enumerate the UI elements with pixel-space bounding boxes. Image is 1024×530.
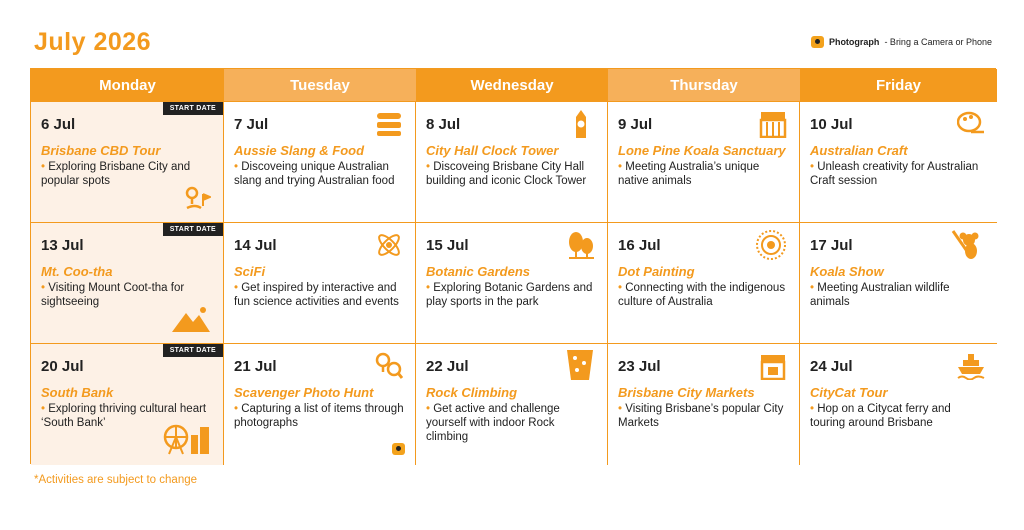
ferris-wheel-icon: [161, 421, 211, 455]
cell-description: • Meeting Australian wildlife animals: [810, 281, 987, 309]
calendar-cell: [800, 222, 997, 343]
calendar-cell: [224, 343, 416, 465]
day-header-monday: Monday: [31, 69, 224, 101]
cell-date: 22 Jul: [426, 358, 469, 375]
paint-palette-icon: [957, 110, 985, 138]
start-date-badge: START DATE: [163, 223, 223, 236]
cell-date: 8 Jul: [426, 116, 461, 133]
cell-activity: Lone Pine Koala Sanctuary: [618, 143, 786, 158]
cell-date: 23 Jul: [618, 358, 661, 375]
cell-date: 15 Jul: [426, 237, 469, 254]
cell-date: 13 Jul: [41, 237, 84, 254]
cell-description: • Connecting with the indigenous culture of Australia: [618, 281, 789, 309]
cell-activity: Australian Craft: [810, 143, 908, 158]
calendar-cell: [416, 101, 608, 222]
calendar-cell: [608, 101, 800, 222]
calendar-cell: [800, 101, 997, 222]
koala-icon: [951, 229, 985, 263]
cell-description: • Visiting Brisbane’s popular City Markets: [618, 402, 789, 430]
legend: [811, 36, 992, 48]
cell-description: • Exploring Botanic Gardens and play sports in the park: [426, 281, 597, 309]
cell-activity: Dot Painting: [618, 264, 695, 279]
legend-text: - Bring a Camera or Phone: [884, 37, 992, 47]
cell-activity: Rock Climbing: [426, 385, 518, 400]
clock-tower-icon: [567, 110, 595, 138]
cell-description: • Visiting Mount Coot-tha for sightseeing: [41, 281, 213, 309]
cell-date: 9 Jul: [618, 116, 653, 133]
cell-description: • Get active and challenge yourself with indoor Rock climbing: [426, 402, 597, 444]
cell-date: 21 Jul: [234, 358, 277, 375]
day-header-friday: Friday: [800, 69, 997, 101]
start-date-badge: START DATE: [163, 102, 223, 115]
cell-date: 6 Jul: [41, 116, 76, 133]
cell-description: • Discoveing Brisbane City Hall building and iconic Clock Tower: [426, 160, 597, 188]
calendar-grid: [30, 68, 996, 464]
calendar-cell: [31, 222, 224, 343]
calendar-cell: [608, 343, 800, 465]
cell-activity: Scavenger Photo Hunt: [234, 385, 374, 400]
cell-activity: Mt. Coo-tha: [41, 264, 113, 279]
location-flag-icon: [183, 184, 211, 212]
calendar-cell: [416, 222, 608, 343]
cell-description: • Get inspired by interactive and fun science activities and events: [234, 281, 405, 309]
ferry-icon: [957, 352, 985, 380]
camera-icon: [811, 36, 824, 48]
footnote: *Activities are subject to change: [34, 474, 198, 486]
calendar-cell: [224, 222, 416, 343]
cell-activity: City Hall Clock Tower: [426, 143, 559, 158]
cell-description: • Unleash creativity for Australian Craft session: [810, 160, 987, 188]
cell-description: • Meeting Australia’s unique native animals: [618, 160, 789, 188]
cell-date: 7 Jul: [234, 116, 269, 133]
calendar-cell: [800, 343, 997, 465]
day-header-tuesday: Tuesday: [224, 69, 416, 101]
cell-date: 14 Jul: [234, 237, 277, 254]
cell-description: • Exploring Brisbane City and popular spots: [41, 160, 213, 188]
trees-icon: [567, 231, 595, 259]
calendar-cell: [416, 343, 608, 465]
cell-description: • Discoveing unique Australian slang and trying Australian food: [234, 160, 405, 188]
cell-date: 10 Jul: [810, 116, 853, 133]
cell-description: • Hop on a Citycat ferry and touring around Brisbane: [810, 402, 987, 430]
market-stall-icon: [759, 352, 787, 380]
cell-activity: Brisbane City Markets: [618, 385, 755, 400]
map-search-icon: [375, 352, 403, 380]
start-date-badge: START DATE: [163, 344, 223, 357]
cell-activity: Koala Show: [810, 264, 884, 279]
cell-activity: CityCat Tour: [810, 385, 888, 400]
dot-art-icon: [755, 229, 787, 261]
page-title: July 2026: [34, 28, 152, 56]
burger-icon: [375, 110, 403, 138]
cell-date: 20 Jul: [41, 358, 84, 375]
cell-activity: South Bank: [41, 385, 114, 400]
mountain-icon: [171, 305, 211, 333]
cell-activity: Botanic Gardens: [426, 264, 531, 279]
cell-date: 24 Jul: [810, 358, 853, 375]
camera-icon: [392, 443, 405, 455]
calendar-cell: [608, 222, 800, 343]
calendar-cell: [224, 101, 416, 222]
calendar-cell: [31, 343, 224, 465]
cell-description: • Exploring thriving cultural heart ‘South Bank’: [41, 402, 213, 430]
cell-date: 17 Jul: [810, 237, 853, 254]
cell-activity: SciFi: [234, 264, 266, 279]
day-header-wednesday: Wednesday: [416, 69, 608, 101]
calendar-cell: [31, 101, 224, 222]
legend-label: Photograph: [828, 37, 880, 47]
cell-description: • Capturing a list of items through photographs: [234, 402, 405, 430]
zoo-gate-icon: [759, 110, 787, 138]
cell-activity: Aussie Slang & Food: [234, 143, 365, 158]
climbing-wall-icon: [565, 348, 595, 382]
cell-date: 16 Jul: [618, 237, 661, 254]
atom-icon: [375, 231, 403, 259]
cell-activity: Brisbane CBD Tour: [41, 143, 161, 158]
day-header-thursday: Thursday: [608, 69, 800, 101]
